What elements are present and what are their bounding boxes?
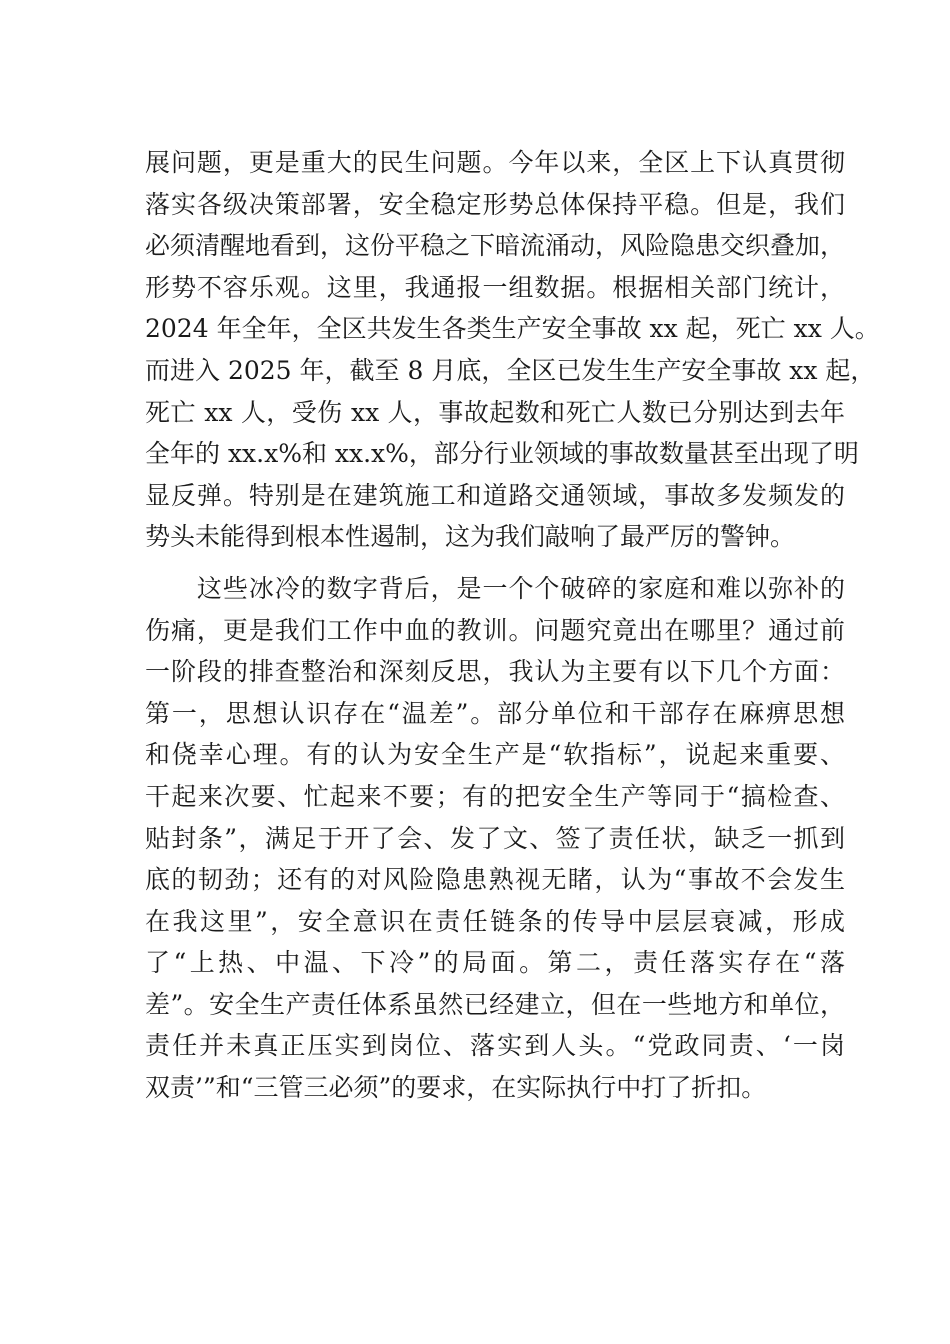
text-line: 干起来次要、忙起来不要；有的把安全生产等同于“搞检查、 xyxy=(145,781,845,811)
text-line: 在我这里”，安全意识在责任链条的传导中层层衰减，形成 xyxy=(145,906,845,936)
body-text xyxy=(145,142,880,1109)
text-line: 势头未能得到根本性遏制，这为我们敲响了最严厉的警钟。 xyxy=(145,522,796,552)
text-line: 伤痛，更是我们工作中血的教训。问题究竟出在哪里？通过前 xyxy=(145,615,845,645)
text-line: 贴封条”，满足于开了会、发了文、签了责任状，缺乏一抓到 xyxy=(145,823,845,853)
paragraph-2 xyxy=(145,568,845,1109)
text-line: 和侥幸心理。有的认为安全生产是“软指标”，说起来重要、 xyxy=(145,740,845,770)
text-line: 显反弹。特别是在建筑施工和道路交通领域，事故多发频发的 xyxy=(145,480,845,510)
text-line: 一阶段的排查整治和深刻反思，我认为主要有以下几个方面： xyxy=(145,657,845,687)
text-line: 死亡 xx 人，受伤 xx 人，事故起数和死亡人数已分别达到去年 xyxy=(145,397,845,427)
text-line: 这些冰冷的数字背后，是一个个破碎的家庭和难以弥补的 xyxy=(145,573,845,603)
text-line: 了“上热、中温、下冷”的局面。第二，责任落实存在“落 xyxy=(145,948,845,978)
text-line: 差”。安全生产责任体系虽然已经建立，但在一些地方和单位， xyxy=(145,989,845,1019)
text-line: 必须清醒地看到，这份平稳之下暗流涌动，风险隐患交织叠加， xyxy=(145,231,846,261)
text-line: 责任并未真正压实到岗位、落实到人头。“党政同责、‘一岗 xyxy=(145,1031,845,1061)
text-line: 而进入 2025 年，截至 8 月底，全区已发生生产安全事故 xx 起， xyxy=(145,355,876,385)
text-line: 底的韧劲；还有的对风险隐患熟视无睹，认为“事故不会发生 xyxy=(145,865,845,895)
text-line: 全年的 xx.x%和 xx.x%，部分行业领域的事故数量甚至出现了明 xyxy=(145,439,859,469)
paragraph-gap xyxy=(145,558,845,568)
text-line: 展问题，更是重大的民生问题。今年以来，全区上下认真贯彻 xyxy=(145,148,845,177)
text-line: 2024 年全年，全区共发生各类生产安全事故 xx 起，死亡 xx 人。 xyxy=(145,314,880,344)
text-line: 第一，思想认识存在“温差”。部分单位和干部存在麻痹思想 xyxy=(145,698,845,728)
text-line: 落实各级决策部署，安全稳定形势总体保持平稳。但是，我们 xyxy=(145,189,845,219)
text-line: 形势不容乐观。这里，我通报一组数据。根据相关部门统计， xyxy=(145,272,845,302)
text-line: 双责’”和“三管三必须”的要求，在实际执行中打了折扣。 xyxy=(145,1073,767,1103)
paragraph-1 xyxy=(145,142,880,558)
